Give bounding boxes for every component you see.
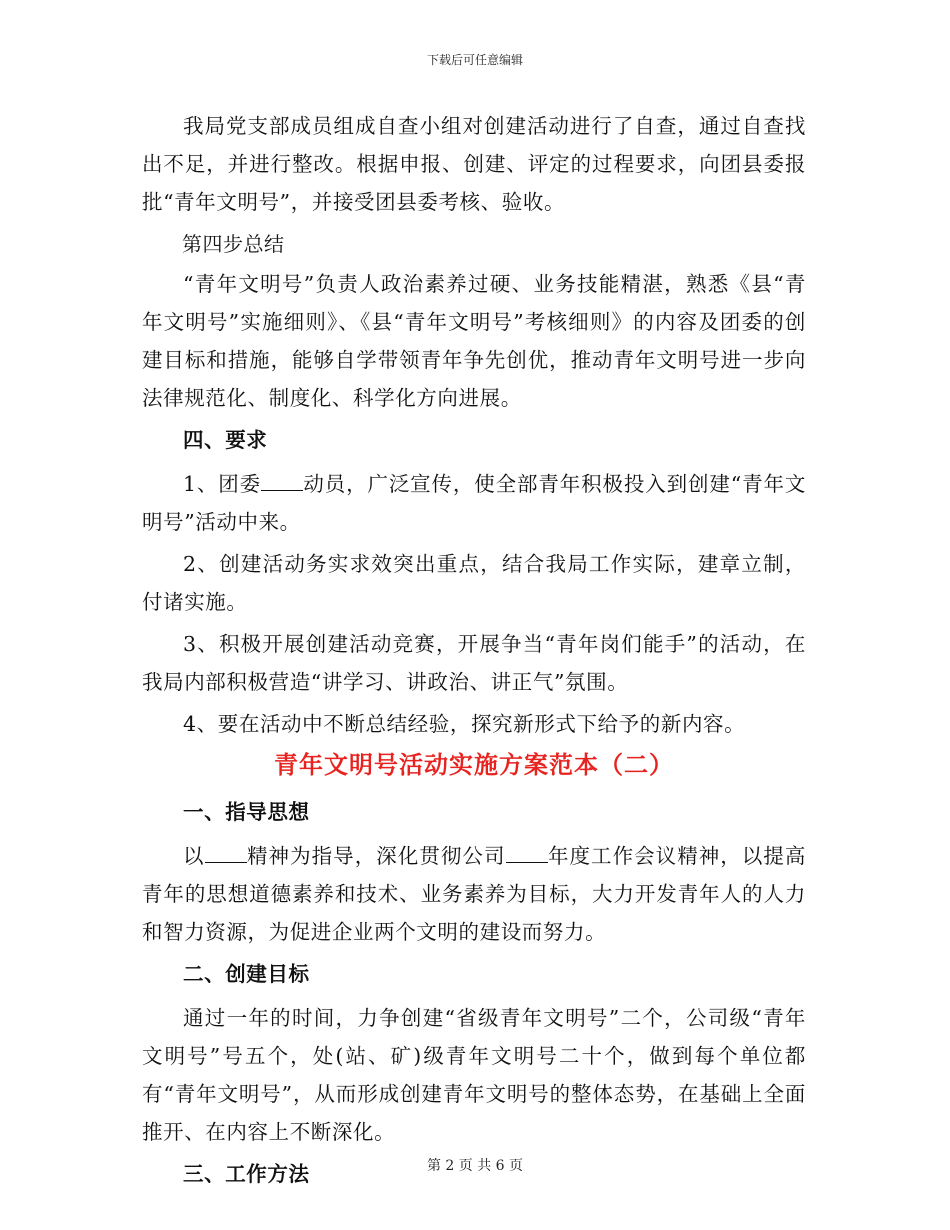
requirement-1-text-a: 团委 [218, 472, 262, 496]
blank-line [261, 470, 303, 491]
section-goals-heading: 二、创建目标 [183, 962, 310, 986]
requirement-4 [142, 705, 806, 743]
section-4-heading: 四、要求 [183, 428, 268, 452]
blank-line [205, 842, 247, 863]
document-2-title: 青年文明号活动实施方案范本（二） [274, 750, 674, 779]
guiding-text-a: 以 [183, 844, 205, 868]
requirement-4-number: 4、 [183, 712, 218, 736]
step4-title: 第四步总结 [182, 232, 285, 256]
page-header: 下载后可任意编辑 [426, 53, 523, 67]
requirement-2-number: 2、 [183, 552, 220, 576]
section-guiding-thought-heading: 一、指导思想 [183, 800, 310, 824]
requirement-3-number: 3、 [183, 632, 219, 656]
requirement-1 [142, 465, 806, 541]
requirement-3-text: 积极开展创建活动竞赛，开展争当“青年岗们能手”的活动，在我局内部积极营造“讲学习、讲政治、讲正气”氛围。 [142, 632, 806, 694]
paragraph-goals: 通过一年的时间，力争创建“省级青年文明号”二个，公司级“青年文明号”号五个，处(站、矿)级青年文明号二十个，做到每个单位都有“青年文明号”，从而形成创建青年文明号的整体态势，在基础上全面推开、在内容上不断深化。 [142, 1006, 806, 1144]
page-footer: 第 2 页 共 6 页 [426, 1158, 524, 1174]
document-body [142, 107, 806, 1199]
paragraph-summary: “青年文明号”负责人政治素养过硬、业务技能精湛，熟悉《县“青年文明号”实施细则》、《县“青年文明号”考核细则》的内容及团委的创建目标和措施，能够自学带领青年争先创优，推动青年文明号进一步向法律规范化、制度化、科学化方向进展。 [142, 272, 806, 410]
guiding-text-c: 年度工作会议精神，以提高青年的思想道德素养和技术、业务素养为目标，大力开发青年人的人力和智力资源，为促进企业两个文明的建设而努力。 [142, 844, 806, 944]
requirement-2 [142, 545, 806, 621]
requirement-1-text-b: 动员，广泛宣传，使全部青年积极投入到创建“青年文明号”活动中来。 [142, 472, 806, 534]
paragraph-guiding-thought [142, 837, 806, 951]
blank-line [506, 842, 548, 863]
requirement-4-text: 要在活动中不断总结经验，探究新形式下给予的新内容。 [217, 712, 746, 736]
section-methods-heading: 三、工作方法 [183, 1162, 310, 1186]
requirement-1-number: 1、 [183, 472, 219, 496]
requirement-3 [142, 625, 806, 701]
guiding-text-b: 精神为指导，深化贯彻公司 [246, 844, 506, 868]
requirement-2-text: 创建活动务实求效突出重点，结合我局工作实际，建章立制，付诸实施。 [142, 552, 806, 614]
paragraph-self-check: 我局党支部成员组成自查小组对创建活动进行了自查，通过自查找出不足，并进行整改。根据申报、创建、评定的过程要求，向团县委报批“青年文明号”，并接受团县委考核、验收。 [142, 114, 806, 214]
